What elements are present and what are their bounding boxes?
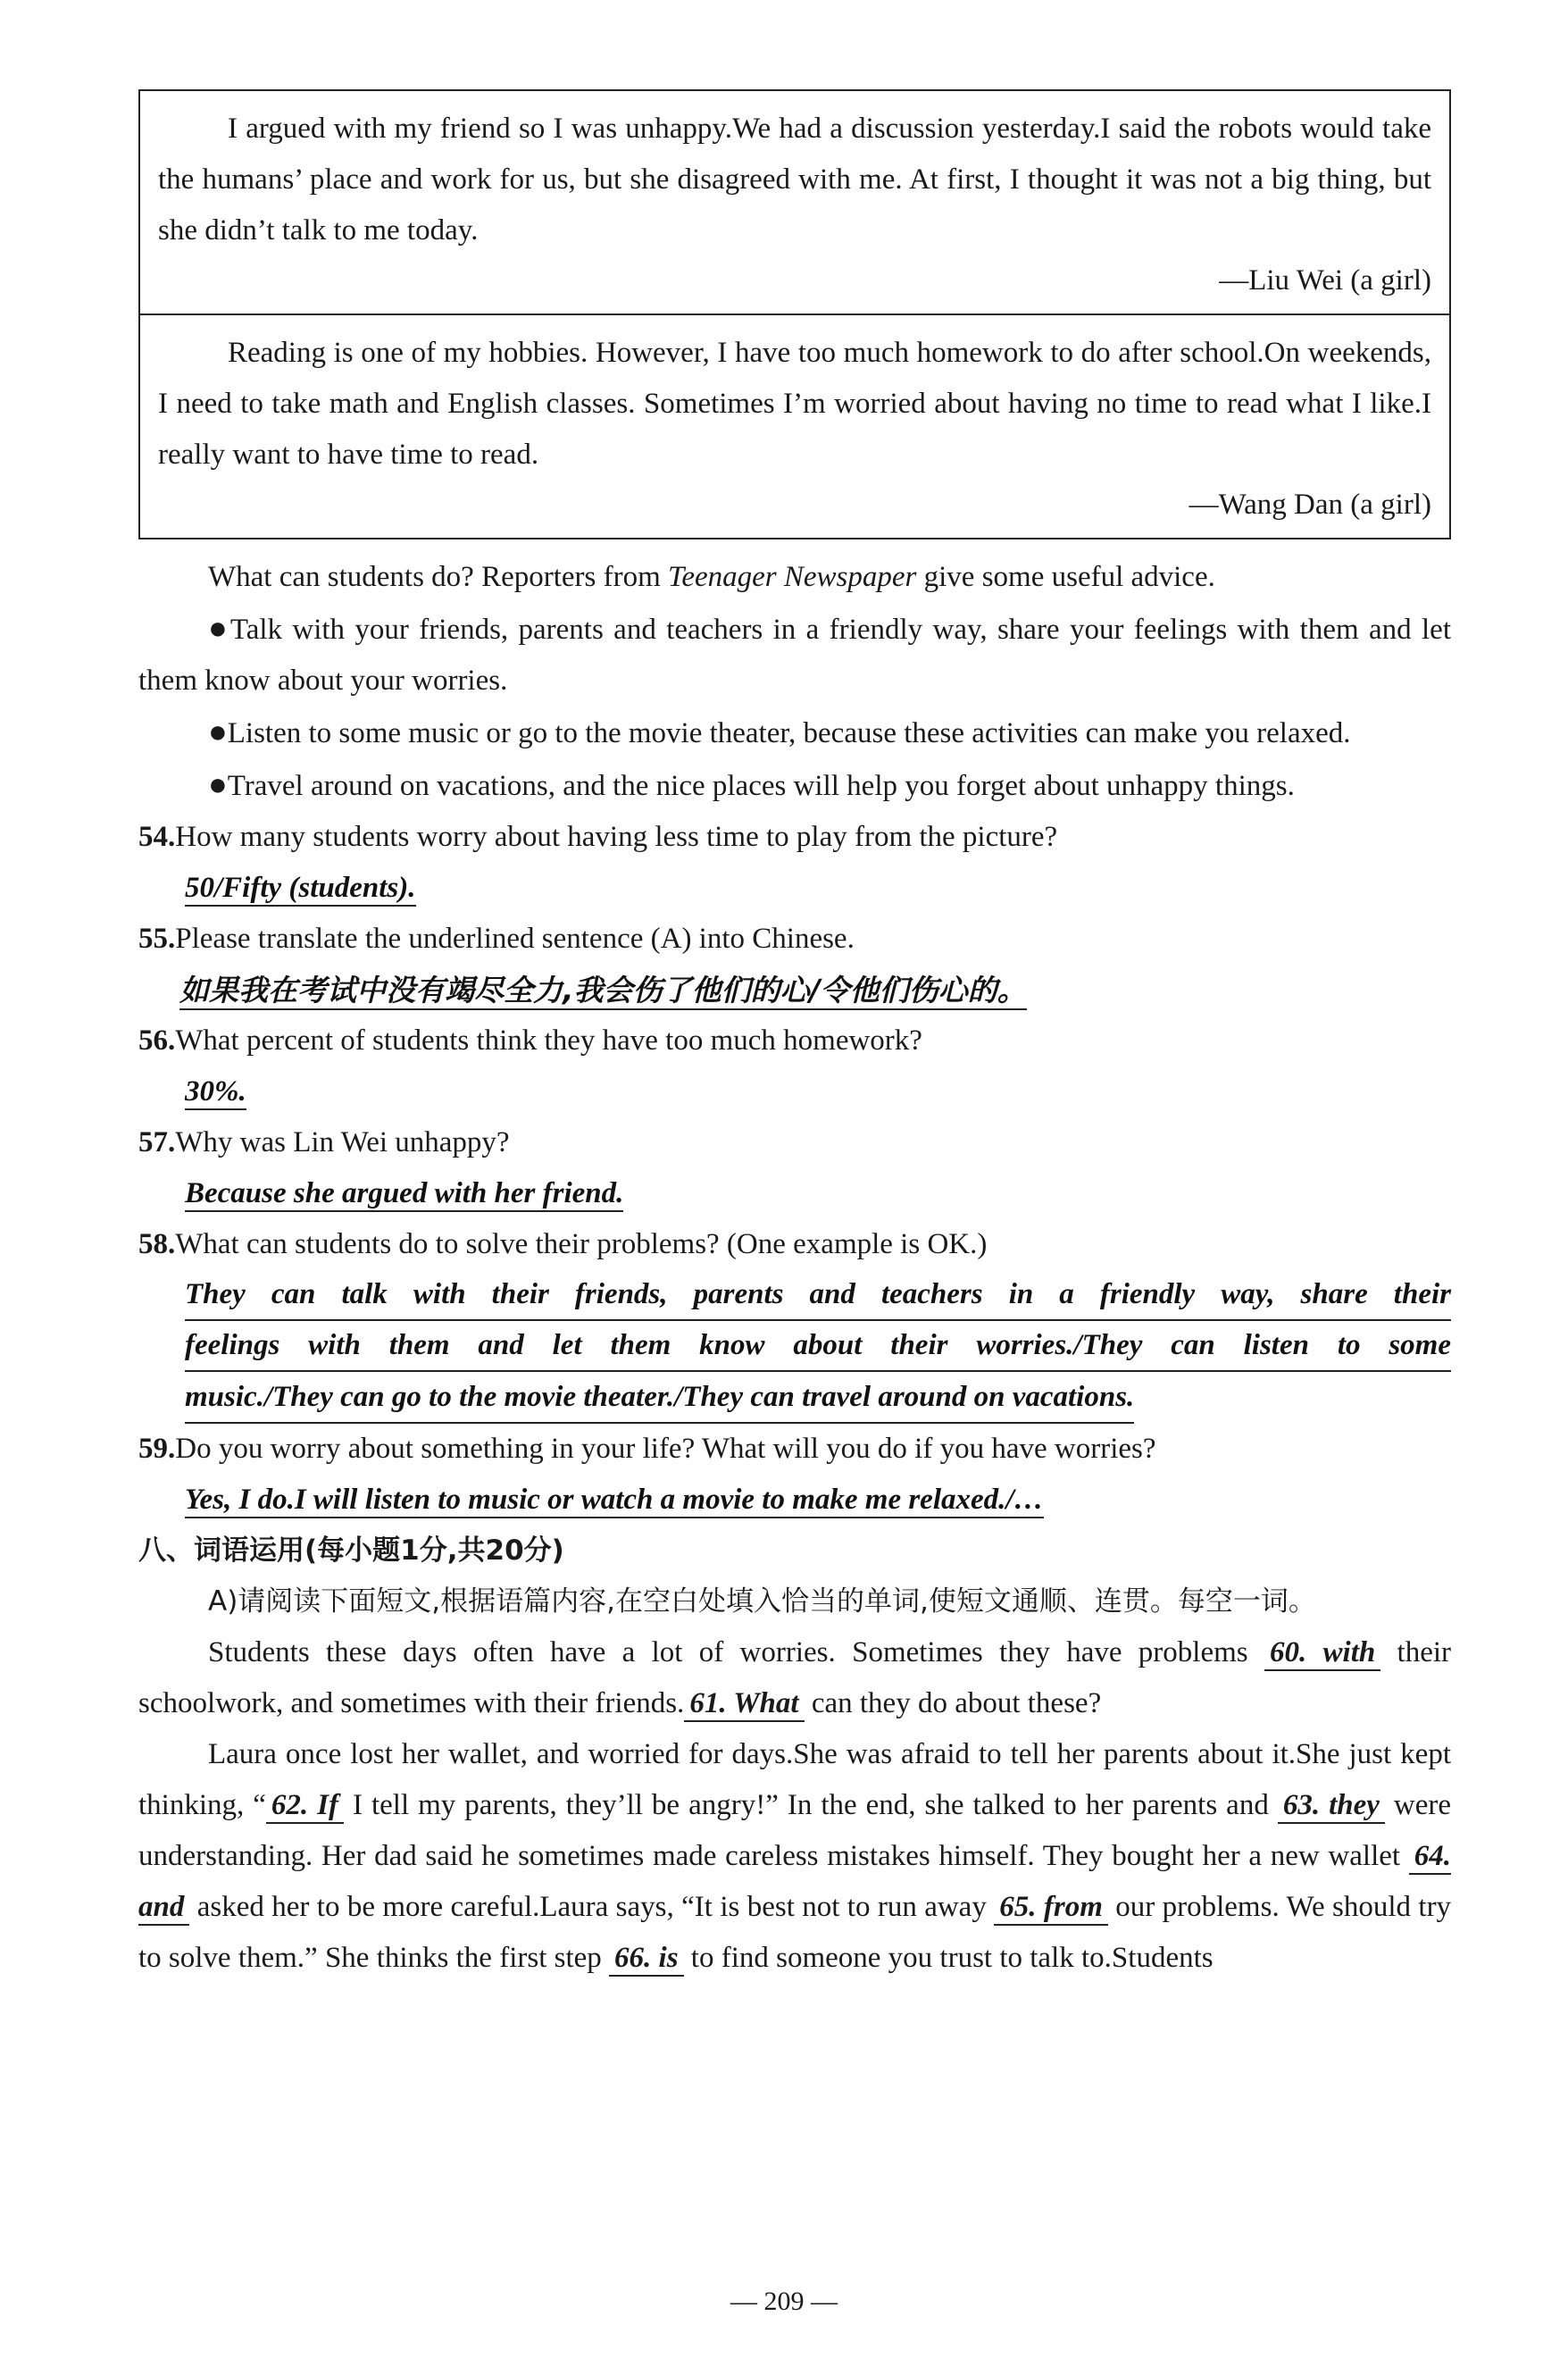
testimonial-signature: —Liu Wei (a girl) — [1219, 264, 1431, 297]
blank-65: 65. from — [994, 1891, 1108, 1926]
blank-63: 63. they — [1278, 1789, 1385, 1824]
answer-line: music./They can go to the movie theater./They can travel around on vacations. — [185, 1373, 1134, 1424]
newspaper-name: Teenager Newspaper — [668, 561, 917, 593]
bullet-icon: ● — [208, 714, 228, 749]
question-56: 56.What percent of students think they have too much homework? — [138, 1024, 922, 1057]
bullet-icon: ● — [208, 766, 228, 802]
testimonial-liu-wei — [140, 91, 1449, 314]
section-instruction: A)请阅读下面短文,根据语篇内容,在空白处填入恰当的单词,使短文通顺、连贯。每空一词。 — [208, 1585, 1316, 1618]
answer-56: 30%. — [185, 1066, 1451, 1117]
advice-bullet: ●Listen to some music or go to the movie theater, because these activities can make you relaxed. — [208, 714, 1351, 749]
testimonial-wang-dan — [140, 314, 1449, 538]
passage-paragraph: Students these days often have a lot of worries. Sometimes they have problems 60. with their schoolwork, and sometimes with their friends. 61. What can they do about these? — [138, 1627, 1451, 1729]
answer-line: feelings with them and let them know about their worries./They can listen to some — [185, 1321, 1451, 1372]
blank-66: 66. is — [609, 1942, 684, 1977]
blank-60: 60. with — [1264, 1636, 1380, 1671]
testimonial-box — [138, 89, 1451, 539]
answer-57: Because she argued with her friend. — [185, 1168, 1451, 1219]
answer-line: They can talk with their friends, parents and teachers in a friendly way, share their — [185, 1270, 1451, 1321]
section-title: 八、词语运用(每小题1分,共20分) — [138, 1534, 564, 1567]
page — [138, 89, 1451, 1984]
testimonial-signature: —Wang Dan (a girl) — [1189, 489, 1431, 521]
advice-intro: What can students do? Reporters from Teenager Newspaper give some useful advice. — [208, 561, 1215, 593]
answer-55: 如果我在考试中没有竭尽全力,我会伤了他们的心/令他们伤心的。 — [179, 965, 1451, 1016]
question-58: 58.What can students do to solve their problems? (One example is OK.) — [138, 1228, 988, 1260]
question-59: 59.Do you worry about something in your life? What will you do if you have worries? — [138, 1433, 1156, 1465]
advice-bullet: ●Talk with your friends, parents and teachers in a friendly way, share your feelings with them and let them know about your worries. — [138, 610, 1451, 697]
answer-59: Yes, I do.I will listen to music or watch a movie to make me relaxed./… — [185, 1475, 1451, 1526]
blank-61: 61. What — [684, 1687, 804, 1722]
answer-54: 50/Fifty (students). — [185, 863, 1451, 914]
testimonial-text: I argued with my friend so I was unhappy.We had a discussion yesterday.I said the robots would take the humans’ place and work for us, but she disagreed with me. At first, I thought it was not a big thing, but she didn’t talk to me today. — [158, 113, 1431, 247]
answer-58 — [185, 1270, 1451, 1424]
page-number: — 209 — — [730, 2287, 838, 2316]
blank-64: 64. and — [138, 1840, 1451, 1926]
passage-paragraph: Laura once lost her wallet, and worried for days.She was afraid to tell her parents about it.She just kept thinking, “ 62. If I tell my parents, they’ll be angry!” In the end, she talked to her parents and 63. they were understanding. Her dad said he sometimes made careless mistakes himself. They bought her a new wallet 64. and asked her to be more careful.Laura says, “It is best not to run away 65. from our problems. We should try to solve them.” She thinks the first step 66. is to find someone you trust to talk to.Students — [138, 1729, 1451, 1984]
question-55: 55.Please translate the underlined sentence (A) into Chinese. — [138, 923, 855, 955]
question-54: 54.How many students worry about having less time to play from the picture? — [138, 821, 1058, 853]
question-57: 57.Why was Lin Wei unhappy? — [138, 1126, 510, 1158]
testimonial-text: Reading is one of my hobbies. However, I have too much homework to do after school.On weekends, I need to take math and English classes. Sometimes I’m worried about having no time to read what I like.I really want to have time to read. — [158, 337, 1431, 471]
blank-62: 62. If — [266, 1789, 344, 1824]
advice-bullet: ●Travel around on vacations, and the nice places will help you forget about unhappy things. — [208, 766, 1295, 802]
bullet-icon: ● — [208, 610, 230, 646]
